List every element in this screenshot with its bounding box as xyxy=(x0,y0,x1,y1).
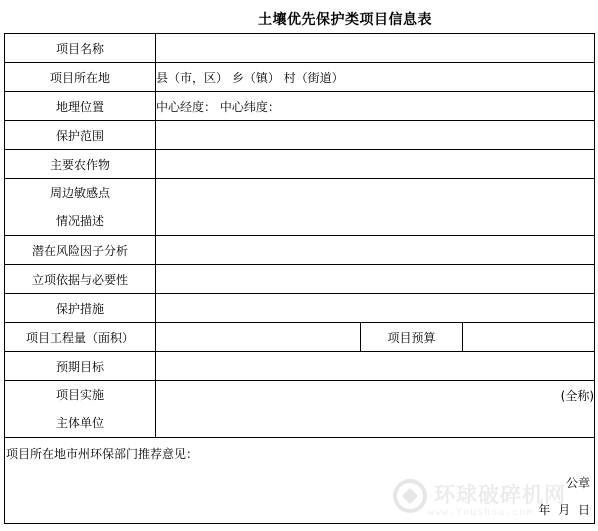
fullname-note: (全称) xyxy=(560,388,595,403)
field-implementer[interactable] xyxy=(156,381,595,438)
field-basis[interactable] xyxy=(156,265,595,294)
form-title-text: 土壤优先保护类项目信息表 xyxy=(258,12,432,28)
row-geo xyxy=(5,92,595,121)
row-implementer xyxy=(5,381,595,438)
field-goal[interactable] xyxy=(156,352,595,381)
field-location[interactable]: 县（市，区） 乡（镇） 村（街道） xyxy=(156,63,595,92)
row-quantity xyxy=(5,323,595,352)
form-title xyxy=(0,9,598,29)
label-implementer xyxy=(5,381,156,438)
recommendation-label: 项目所在地市州环保部门推荐意见： xyxy=(6,447,199,461)
row-scope xyxy=(5,121,595,150)
info-form-table xyxy=(4,33,595,524)
label-crops: 主要农作物 xyxy=(5,150,156,179)
watermark-text: 环球破碎机网 xyxy=(434,483,566,507)
row-sensitive xyxy=(5,179,595,236)
label-budget: 项目预算 xyxy=(361,323,463,352)
label-risk: 潜在风险因子分析 xyxy=(5,236,156,265)
field-scope[interactable] xyxy=(156,121,595,150)
date-label: 年 月 日 xyxy=(538,503,591,517)
label-basis: 立项依据与必要性 xyxy=(5,265,156,294)
label-location: 项目所在地 xyxy=(5,63,156,92)
row-goal xyxy=(5,352,595,381)
row-project-name xyxy=(5,34,595,63)
row-risk xyxy=(5,236,595,265)
stamp-label: 公章 xyxy=(566,476,591,490)
label-quantity: 项目工程量（面积） xyxy=(5,323,156,352)
row-measures xyxy=(5,294,595,323)
label-scope: 保护范围 xyxy=(5,121,156,150)
field-project-name[interactable] xyxy=(156,34,595,63)
row-location xyxy=(5,63,595,92)
label-geo: 地理位置 xyxy=(5,92,156,121)
field-quantity[interactable] xyxy=(156,323,361,352)
label-project-name: 项目名称 xyxy=(5,34,156,63)
field-recommendation[interactable] xyxy=(5,438,595,524)
label-sensitive xyxy=(5,179,156,236)
field-geo[interactable]: 中心经度： 中心纬度： xyxy=(156,92,595,121)
field-crops[interactable] xyxy=(156,150,595,179)
label-sensitive-line2: 情况描述 xyxy=(55,214,104,228)
label-goal: 预期目标 xyxy=(5,352,156,381)
field-measures[interactable] xyxy=(156,294,595,323)
watermark-url: www.Youshou.com xyxy=(428,507,534,518)
field-budget[interactable] xyxy=(463,323,595,352)
row-crops xyxy=(5,150,595,179)
row-recommendation xyxy=(5,438,595,524)
row-basis xyxy=(5,265,595,294)
field-risk[interactable] xyxy=(156,236,595,265)
field-sensitive[interactable] xyxy=(156,179,595,236)
label-implementer-line1: 项目实施 xyxy=(55,388,104,402)
label-measures: 保护措施 xyxy=(5,294,156,323)
label-sensitive-line1: 周边敏感点 xyxy=(49,186,110,200)
label-implementer-line2: 主体单位 xyxy=(55,416,104,430)
